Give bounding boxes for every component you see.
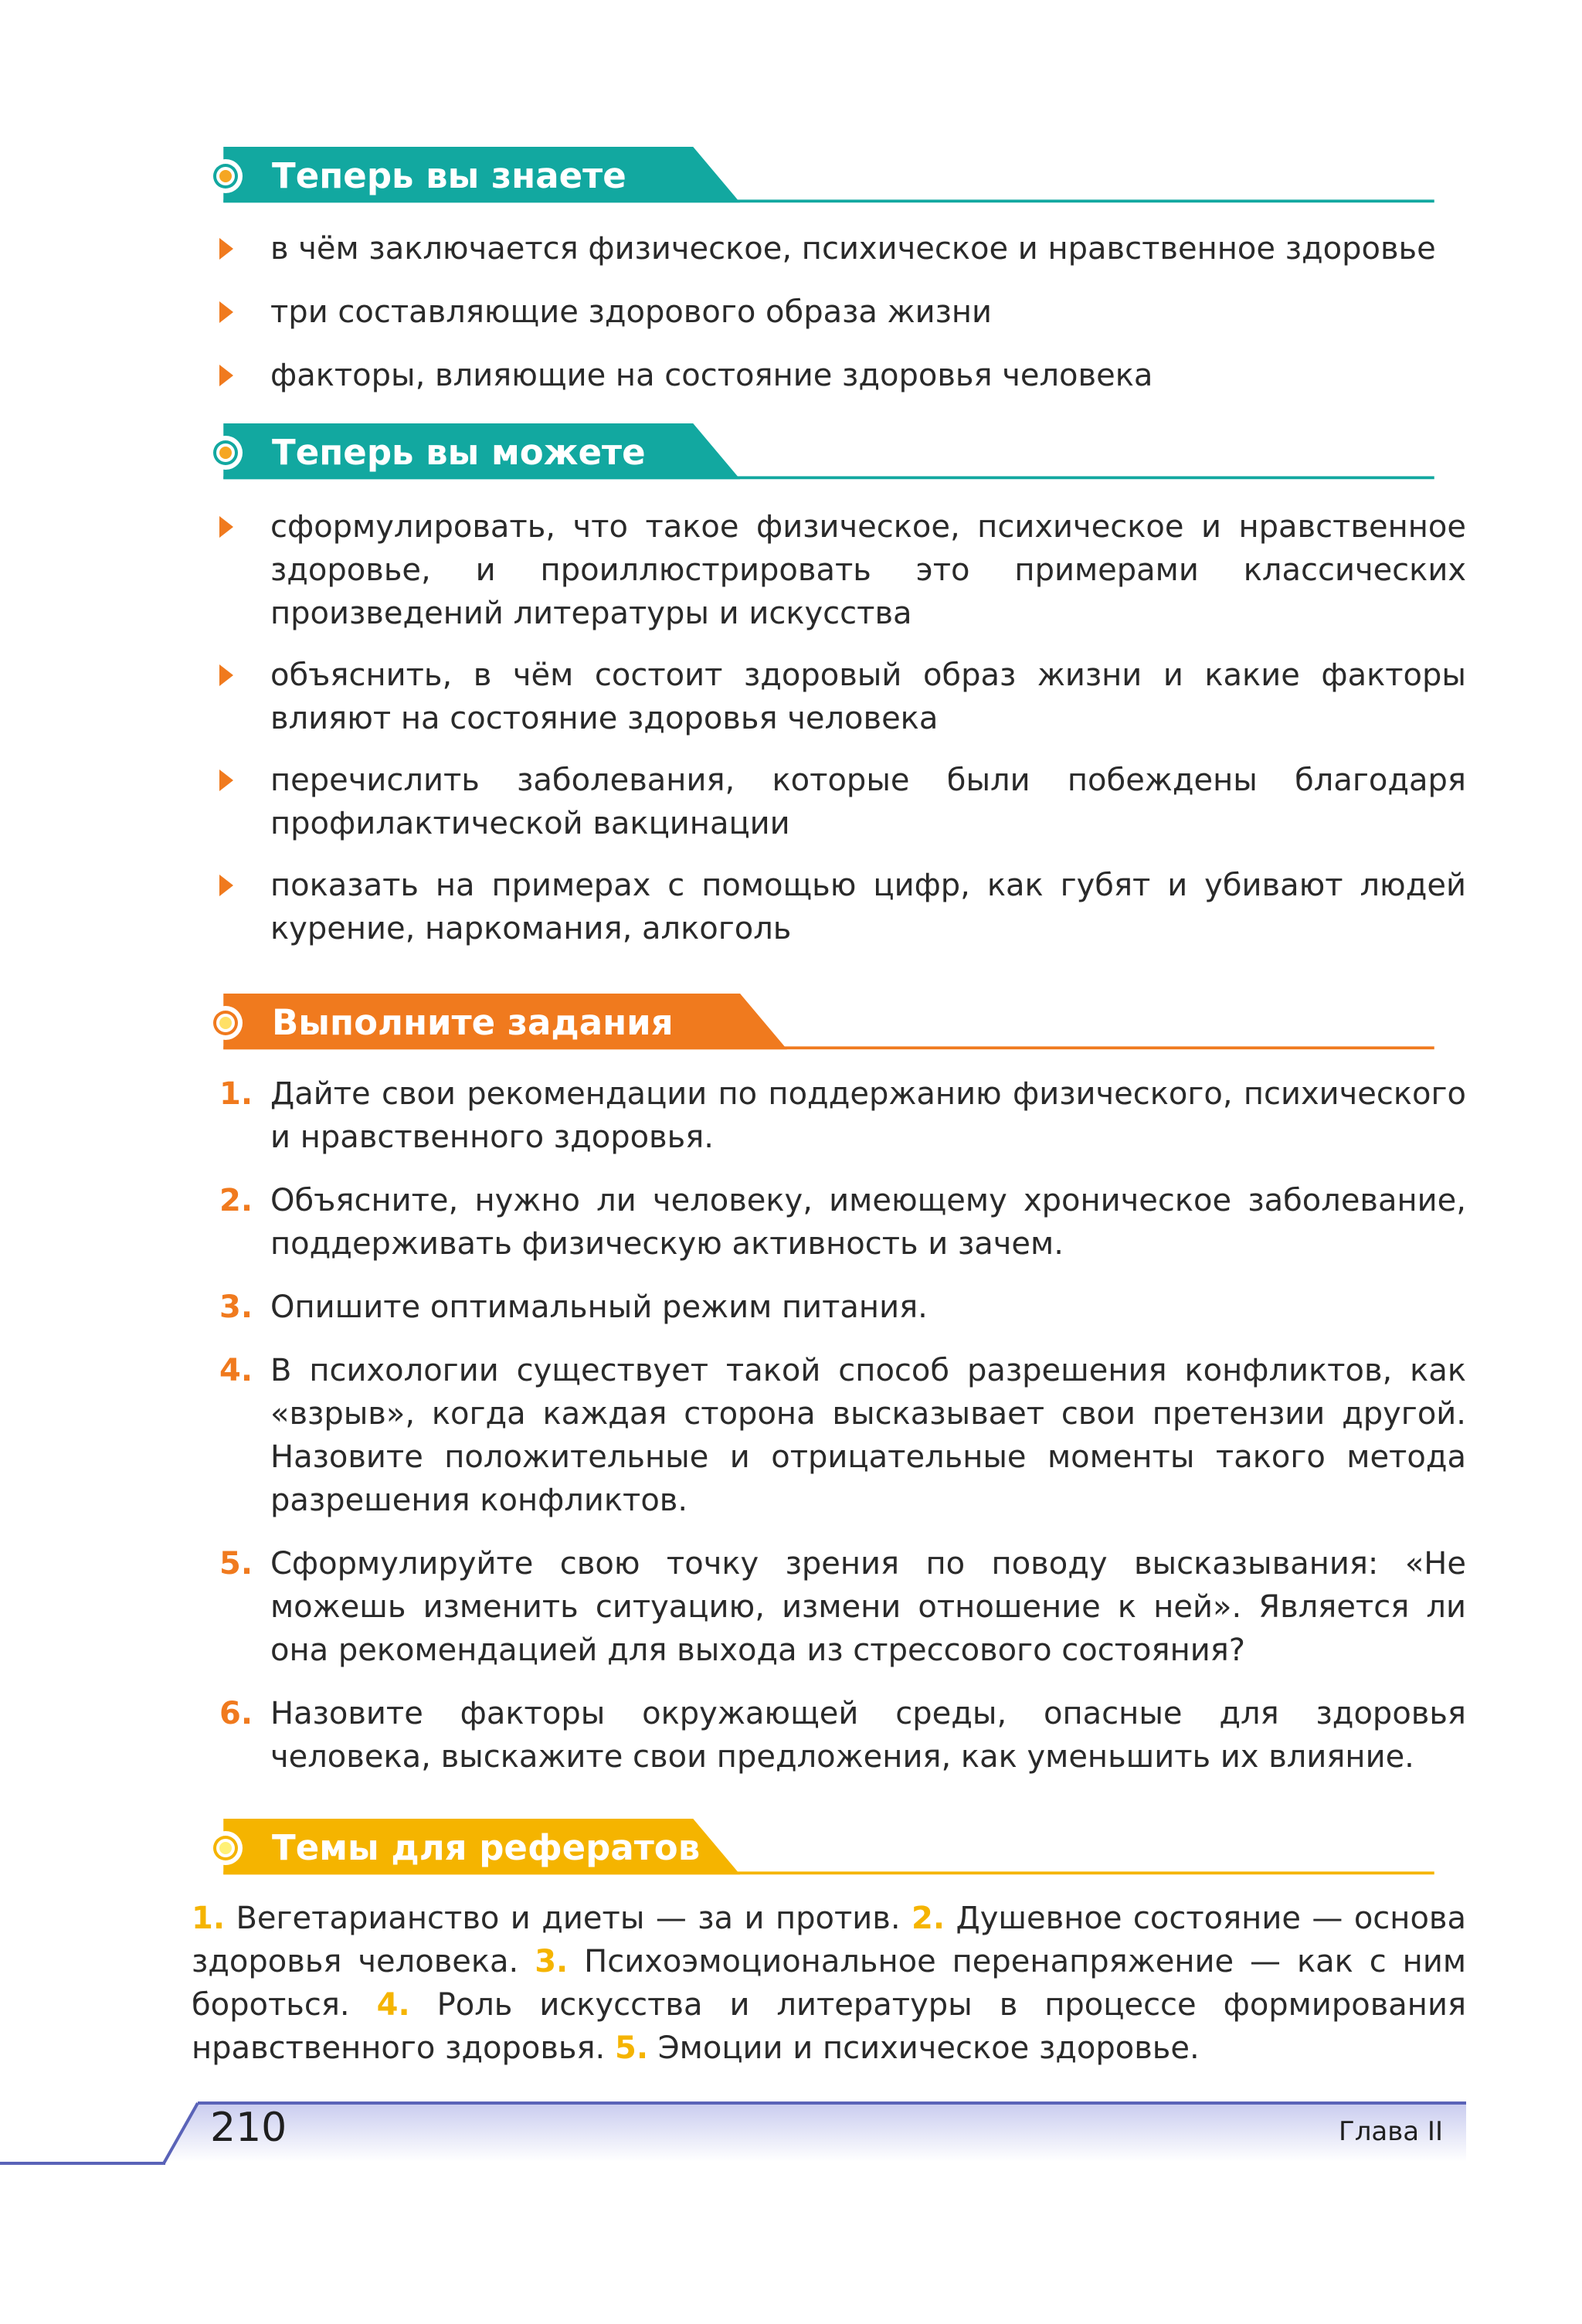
target-icon — [207, 1004, 244, 1041]
section-header-tasks — [192, 994, 1466, 1055]
list-item: сформулировать, что такое физическое, психическое и нравственное здоровье, и проиллюстрировать это примерами классических произведений литературы и искусства — [192, 505, 1466, 635]
tasks-list — [192, 1072, 1466, 1799]
list-item: 4. В психологии существует такой способ разрешения конфликтов, как «взрыв», когда каждая сторона высказывает свои претензии другой. Назовите положительные и отрицательные моменты такого метода разрешения конфликтов. — [219, 1353, 1466, 1518]
list-item: 5. Сформулируйте свою точку зрения по поводу высказывания: «Не можешь изменить ситуацию, измени отношение к ней». Является ли она рекомендацией для выхода из стрессового состояния? — [219, 1546, 1466, 1668]
list-item: 1. Дайте свои рекомендации по поддержанию физического, психического и нравственного здоровья. — [219, 1076, 1466, 1155]
section-header-essays — [192, 1819, 1466, 1881]
target-icon — [207, 434, 244, 471]
list-item: в чём заключается физическое, психическое и нравственное здоровье — [192, 227, 1466, 270]
section-header-can — [192, 423, 1466, 485]
section-title-can: Теперь вы можете — [272, 432, 646, 473]
bullet-arrow-icon — [219, 664, 233, 686]
section-title-know: Теперь вы знаете — [272, 155, 626, 196]
page-number: 210 — [210, 2105, 287, 2151]
bullet-arrow-icon — [219, 516, 233, 538]
list-item: 3. Опишите оптимальный режим питания. — [219, 1289, 928, 1325]
section-title-tasks: Выполните задания — [272, 1002, 674, 1043]
bullet-arrow-icon — [219, 365, 233, 386]
bullet-arrow-icon — [219, 875, 233, 896]
bullet-arrow-icon — [219, 238, 233, 260]
list-item: факторы, влияющие на состояние здоровья человека — [192, 354, 1466, 397]
section-title-essays: Темы для рефератов — [272, 1827, 701, 1868]
target-icon — [207, 158, 244, 195]
list-item: 2. Объясните, нужно ли человеку, имеющему хроническое заболевание, поддерживать физическую активность и зачем. — [219, 1183, 1466, 1262]
list-item: перечислить заболевания, которые были побеждены благодаря профилактической вакцинации — [192, 759, 1466, 845]
bullet-arrow-icon — [219, 770, 233, 791]
know-list — [192, 227, 1466, 416]
bullet-arrow-icon — [219, 301, 233, 323]
can-list — [192, 505, 1466, 969]
target-icon — [207, 1830, 244, 1867]
essay-topics: 1. Вегетарианство и диеты — за и против. 2. Душевное состояние — основа здоровья человека. 3. Психоэмоциональное перенапряжение — как с ним бороться. 4. Роль искусства и литературы в процессе формирования нравственного здоровья. 5. Эмоции и психическое здоровье. — [192, 1901, 1467, 2066]
list-item: три составляющие здорового образа жизни — [192, 290, 1466, 334]
chapter-label: Глава II — [1338, 2116, 1443, 2147]
list-item: 6. Назовите факторы окружающей среды, опасные для здоровья человека, выскажите свои предложения, как уменьшить их влияние. — [219, 1696, 1466, 1775]
section-header-know — [192, 147, 1466, 209]
list-item: показать на примерах с помощью цифр, как губят и убивают людей курение, наркомания, алкоголь — [192, 864, 1466, 950]
list-item: объяснить, в чём состоит здоровый образ жизни и какие факторы влияют на состояние здоровья человека — [192, 654, 1466, 740]
